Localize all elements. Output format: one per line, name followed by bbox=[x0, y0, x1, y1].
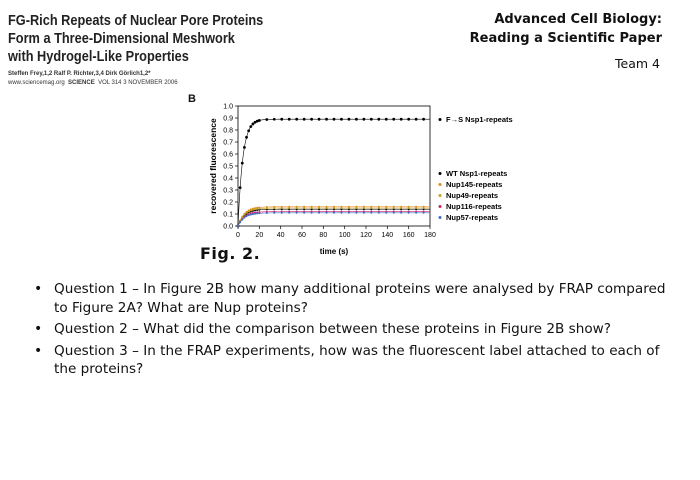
y-tick-label: 0.6 bbox=[223, 151, 233, 159]
journal-name: SCIENCE bbox=[68, 80, 95, 86]
legend-marker bbox=[439, 118, 442, 121]
data-point bbox=[340, 118, 343, 121]
data-point bbox=[246, 215, 248, 217]
x-tick-label: 160 bbox=[402, 232, 415, 239]
data-point bbox=[239, 186, 242, 189]
course-title-line: Reading a Scientific Paper bbox=[469, 31, 662, 46]
legend-marker bbox=[439, 205, 442, 208]
x-tick-label: 40 bbox=[276, 232, 285, 239]
data-point bbox=[348, 118, 351, 121]
data-point bbox=[310, 118, 313, 121]
data-point bbox=[363, 207, 365, 209]
data-point bbox=[393, 212, 395, 214]
data-point bbox=[254, 213, 256, 215]
data-point bbox=[400, 118, 403, 121]
data-point bbox=[247, 129, 250, 132]
data-point bbox=[311, 207, 313, 209]
question-item: • Question 2 – What did the comparison between these proteins in Figure 2B show? bbox=[34, 320, 674, 339]
y-tick-label: 0.0 bbox=[223, 223, 233, 231]
legend-marker bbox=[439, 172, 442, 175]
data-point bbox=[333, 118, 336, 121]
data-point bbox=[250, 209, 252, 211]
data-point bbox=[296, 207, 298, 209]
data-point bbox=[303, 212, 305, 214]
x-tick-label: 180 bbox=[424, 232, 436, 239]
data-point bbox=[295, 118, 298, 121]
x-tick-label: 140 bbox=[381, 232, 394, 239]
data-point bbox=[241, 219, 243, 221]
y-tick-label: 0.4 bbox=[223, 175, 233, 183]
data-point bbox=[303, 118, 306, 121]
data-point bbox=[340, 207, 342, 209]
data-point bbox=[273, 207, 275, 209]
y-tick-label: 0.7 bbox=[223, 139, 233, 147]
data-point bbox=[249, 125, 252, 128]
legend-label: Nup116-repeats bbox=[446, 202, 502, 211]
data-point bbox=[400, 212, 402, 214]
data-point bbox=[385, 212, 387, 214]
data-point bbox=[266, 207, 268, 209]
question-item: • Question 1 – In Figure 2B how many additional proteins were analysed by FRAP compared to Figure 2A? What are Nup proteins? bbox=[34, 280, 674, 317]
data-point bbox=[378, 212, 380, 214]
data-point bbox=[348, 212, 350, 214]
data-point bbox=[333, 212, 335, 214]
paper-title-line: with Hydrogel-Like Properties bbox=[8, 49, 189, 65]
data-point bbox=[311, 212, 313, 214]
data-point bbox=[246, 212, 248, 214]
x-tick-label: 100 bbox=[338, 232, 351, 239]
figure-panel-label: B bbox=[188, 93, 196, 105]
data-point bbox=[258, 208, 260, 210]
data-point bbox=[340, 212, 342, 214]
paper-title bbox=[8, 12, 325, 66]
data-point bbox=[256, 212, 258, 214]
data-point bbox=[245, 136, 248, 139]
data-point bbox=[296, 212, 298, 214]
series-curve bbox=[238, 213, 430, 226]
data-point bbox=[422, 118, 425, 121]
course-title-line: Advanced Cell Biology: bbox=[494, 12, 662, 27]
x-tick-label: 60 bbox=[298, 232, 306, 239]
data-point bbox=[243, 214, 245, 216]
data-point bbox=[288, 212, 290, 214]
data-point bbox=[250, 214, 252, 216]
data-point bbox=[303, 207, 305, 209]
journal-url: www.sciencemag.org bbox=[8, 80, 65, 86]
course-title bbox=[402, 10, 662, 48]
data-point bbox=[423, 212, 425, 214]
x-tick-label: 80 bbox=[319, 232, 328, 239]
data-point bbox=[288, 118, 291, 121]
data-point bbox=[392, 118, 395, 121]
legend-marker bbox=[439, 216, 442, 219]
y-axis-label: recovered fluorescence bbox=[208, 118, 218, 214]
x-tick-label: 20 bbox=[255, 232, 264, 239]
data-point bbox=[355, 212, 357, 214]
data-point bbox=[355, 118, 358, 121]
question-list bbox=[34, 280, 674, 382]
y-tick-label: 0.1 bbox=[223, 211, 233, 219]
data-point bbox=[248, 210, 250, 212]
data-point bbox=[318, 118, 321, 121]
data-point bbox=[333, 207, 335, 209]
legend-label: F→S Nsp1-repeats bbox=[446, 115, 513, 124]
data-point bbox=[363, 212, 365, 214]
data-point bbox=[415, 118, 418, 121]
paper-title-line: Form a Three-Dimensional Meshwork bbox=[8, 31, 235, 47]
data-point bbox=[273, 118, 276, 121]
data-point bbox=[281, 207, 283, 209]
data-point bbox=[407, 118, 410, 121]
y-tick-label: 1.0 bbox=[223, 103, 233, 111]
data-point bbox=[241, 162, 244, 165]
question-item: • Question 3 – In the FRAP experiments, how was the fluorescent label attached to each of the proteins? bbox=[34, 342, 674, 379]
journal-issue: VOL 314 3 NOVEMBER 2006 bbox=[98, 80, 178, 86]
data-point bbox=[326, 207, 328, 209]
team-label: Team 4 bbox=[615, 56, 660, 71]
data-point bbox=[273, 212, 275, 214]
data-point bbox=[254, 208, 256, 210]
y-tick-label: 0.2 bbox=[223, 199, 233, 207]
paper-authors: Steffen Frey,1,2 Ralf P. Richter,3,4 Dirk Görlich1,2* bbox=[8, 71, 151, 77]
data-point bbox=[280, 118, 283, 121]
data-point bbox=[325, 118, 328, 121]
data-point bbox=[281, 212, 283, 214]
data-point bbox=[258, 119, 261, 122]
data-point bbox=[239, 221, 241, 223]
data-point bbox=[393, 207, 395, 209]
data-point bbox=[362, 118, 365, 121]
figure-caption: Fig. 2. bbox=[200, 244, 261, 263]
y-tick-label: 0.5 bbox=[223, 163, 233, 171]
data-point bbox=[385, 118, 388, 121]
data-point bbox=[288, 207, 290, 209]
data-point bbox=[400, 207, 402, 209]
data-point bbox=[243, 146, 246, 149]
data-point bbox=[243, 217, 245, 219]
data-point bbox=[408, 212, 410, 214]
data-point bbox=[318, 212, 320, 214]
x-tick-label: 0 bbox=[236, 232, 240, 239]
y-tick-label: 0.8 bbox=[223, 127, 233, 135]
data-point bbox=[348, 207, 350, 209]
data-point bbox=[237, 225, 239, 227]
data-point bbox=[370, 212, 372, 214]
data-point bbox=[248, 214, 250, 216]
data-point bbox=[423, 207, 425, 209]
frap-chart bbox=[190, 98, 540, 258]
legend-label: Nup145-repeats bbox=[446, 180, 503, 189]
paper-title-line: FG-Rich Repeats of Nuclear Pore Proteins bbox=[8, 13, 264, 29]
data-point bbox=[258, 212, 260, 214]
legend-marker bbox=[439, 183, 442, 186]
data-point bbox=[266, 212, 268, 214]
data-point bbox=[252, 213, 254, 215]
data-point bbox=[385, 207, 387, 209]
data-point bbox=[370, 118, 373, 121]
legend-label: Nup57-repeats bbox=[446, 213, 499, 222]
data-point bbox=[252, 209, 254, 211]
data-point bbox=[256, 208, 258, 210]
x-tick-label: 120 bbox=[360, 232, 372, 239]
legend-label: Nup49-repeats bbox=[446, 191, 499, 200]
data-point bbox=[408, 207, 410, 209]
data-point bbox=[378, 207, 380, 209]
legend-marker bbox=[439, 194, 442, 197]
data-point bbox=[370, 207, 372, 209]
data-point bbox=[326, 212, 328, 214]
data-point bbox=[318, 207, 320, 209]
data-point bbox=[265, 118, 268, 121]
data-point bbox=[377, 118, 380, 121]
journal-reference bbox=[8, 80, 178, 86]
data-point bbox=[415, 212, 417, 214]
data-point bbox=[355, 207, 357, 209]
y-tick-label: 0.3 bbox=[223, 187, 233, 195]
data-point bbox=[415, 207, 417, 209]
x-axis-label: time (s) bbox=[319, 247, 349, 256]
y-tick-label: 0.9 bbox=[223, 115, 233, 123]
legend-label: WT Nsp1-repeats bbox=[446, 169, 508, 178]
